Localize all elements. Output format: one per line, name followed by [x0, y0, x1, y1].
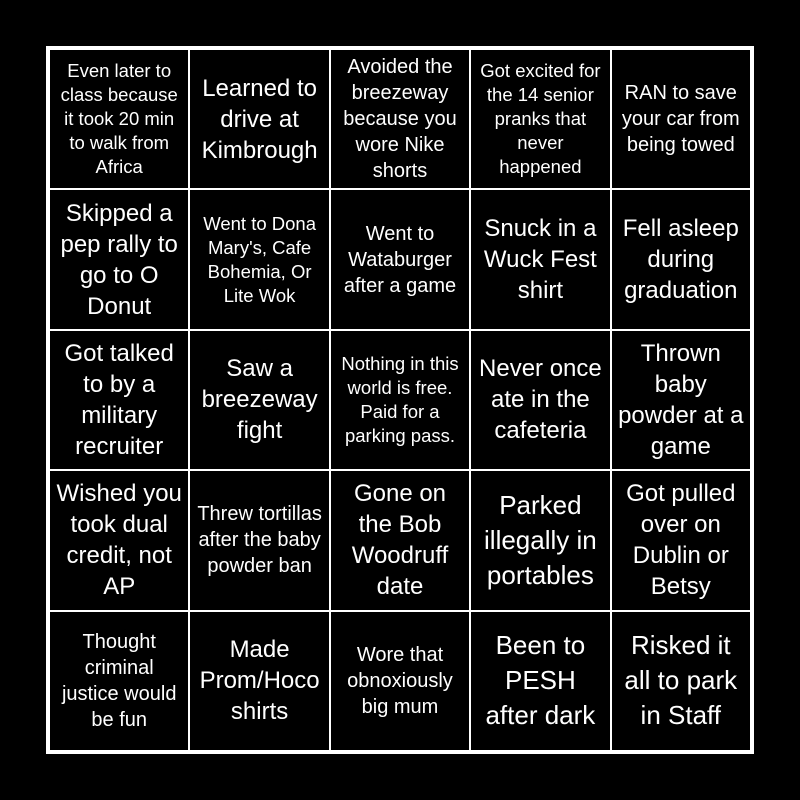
bingo-cell-r2-c2[interactable] — [188, 188, 330, 330]
bingo-cell-text: Got excited for the 14 senior pranks that never happened — [480, 60, 601, 178]
bingo-cell-r2-c4[interactable] — [469, 188, 611, 330]
bingo-cell-r4-c1[interactable] — [48, 469, 190, 611]
bingo-cell-r1-c2[interactable] — [188, 48, 330, 190]
bingo-cell-text: Went to Dona Mary's, Cafe Bohemia, Or Lite Wok — [203, 212, 316, 306]
bingo-cell-r5-c4[interactable] — [469, 610, 611, 752]
bingo-cell-r3-c4[interactable] — [469, 329, 611, 471]
bingo-cell-text: Nothing in this world is free. Paid for a parking pass. — [341, 352, 459, 446]
bingo-cell-r4-c4[interactable] — [469, 469, 611, 611]
bingo-cell-text: Skipped a pep rally to go to O Donut — [60, 199, 178, 320]
bingo-cell-text: Thought criminal justice would be fun — [61, 630, 177, 731]
bingo-cell-text: Risked it all to park in Staff — [624, 630, 738, 731]
bingo-cell-r5-c5[interactable] — [610, 610, 752, 752]
bingo-cell-r4-c3[interactable] — [329, 469, 471, 611]
bingo-cell-text: Fell asleep during graduation — [622, 215, 739, 305]
bingo-cell-r2-c3[interactable] — [329, 188, 471, 330]
bingo-cell-text: Went to Wataburger after a game — [343, 222, 457, 297]
bingo-cell-text: Learned to drive at Kimbrough — [201, 74, 318, 164]
bingo-cell-text: Got talked to by a military recruiter — [64, 339, 174, 460]
bingo-cell-text: Never once ate in the cafeteria — [479, 355, 602, 445]
bingo-cell-text: Got pulled over on Dublin or Betsy — [626, 480, 736, 601]
bingo-cell-text: Made Prom/Hoco shirts — [199, 636, 320, 726]
bingo-grid — [49, 49, 751, 751]
bingo-cell-text: Parked illegally in portables — [484, 489, 597, 590]
bingo-cell-r5-c1[interactable] — [48, 610, 190, 752]
bingo-cell-r1-c4[interactable] — [469, 48, 611, 190]
bingo-cell-text: Saw a breezeway fight — [201, 355, 318, 445]
bingo-cell-r1-c3[interactable] — [329, 48, 471, 190]
bingo-cell-r1-c5[interactable] — [610, 48, 752, 190]
bingo-cell-r2-c5[interactable] — [610, 188, 752, 330]
bingo-cell-r4-c2[interactable] — [188, 469, 330, 611]
bingo-cell-r3-c2[interactable] — [188, 329, 330, 471]
bingo-cell-r5-c2[interactable] — [188, 610, 330, 752]
bingo-board — [46, 46, 754, 754]
bingo-cell-text: Been to PESH after dark — [485, 630, 596, 731]
bingo-cell-text: RAN to save your car from being towed — [621, 82, 740, 157]
bingo-cell-r3-c3[interactable] — [329, 329, 471, 471]
bingo-cell-text: Wished you took dual credit, not AP — [56, 480, 182, 601]
bingo-cell-text: Avoided the breezeway because you wore Nike shorts — [343, 56, 457, 183]
bingo-cell-text: Even later to class because it took 20 min to walk from Africa — [60, 60, 178, 178]
bingo-cell-r3-c1[interactable] — [48, 329, 190, 471]
bingo-cell-r3-c5[interactable] — [610, 329, 752, 471]
bingo-cell-r1-c1[interactable] — [48, 48, 190, 190]
bingo-cell-text: Gone on the Bob Woodruff date — [351, 480, 449, 601]
bingo-cell-text: Threw tortillas after the baby powder ban — [197, 503, 322, 578]
bingo-cell-text: Snuck in a Wuck Fest shirt — [483, 215, 597, 305]
bingo-cell-r4-c5[interactable] — [610, 469, 752, 611]
bingo-cell-r2-c1[interactable] — [48, 188, 190, 330]
bingo-cell-text: Thrown baby powder at a game — [618, 339, 744, 460]
bingo-cell-r5-c3[interactable] — [329, 610, 471, 752]
bingo-cell-text: Wore that obnoxiously big mum — [347, 643, 453, 718]
